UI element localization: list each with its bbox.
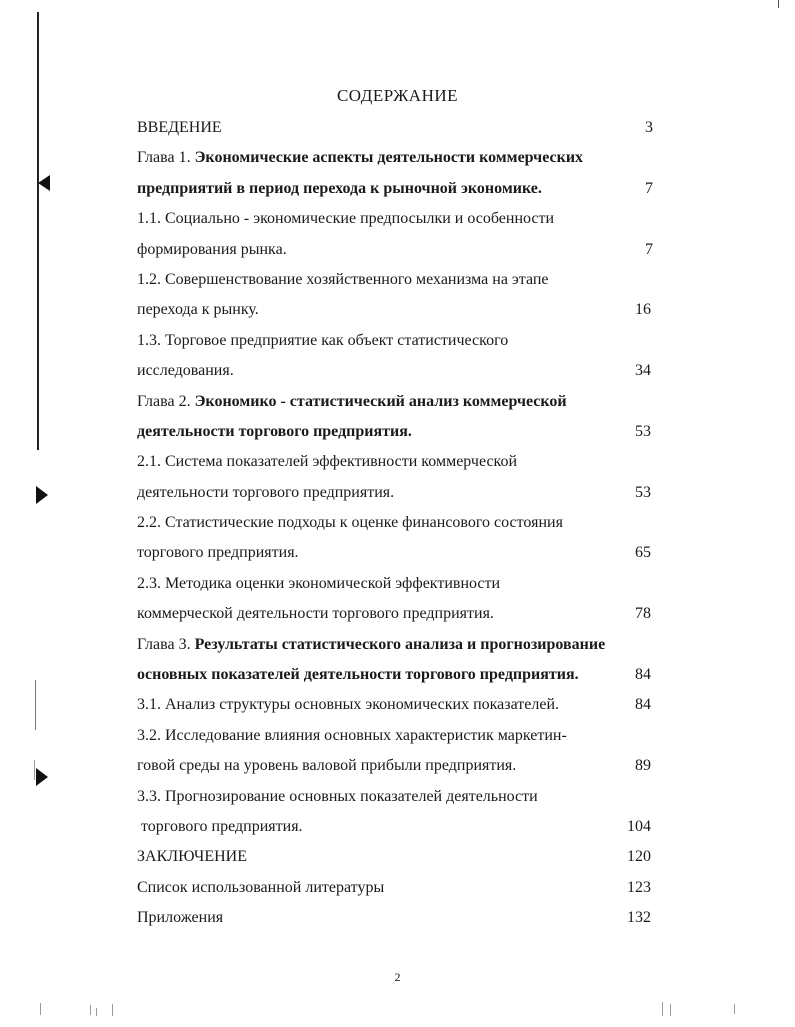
toc-entry-text xyxy=(137,235,287,265)
toc-page-number: 78 xyxy=(635,605,651,623)
punch-hole-mark xyxy=(38,175,50,191)
toc-page-number: 7 xyxy=(645,179,653,197)
toc-entry xyxy=(137,782,657,812)
toc-entry xyxy=(137,143,657,173)
toc-entry xyxy=(137,417,657,447)
toc-entry xyxy=(137,478,657,508)
toc-entry-text xyxy=(137,538,299,568)
toc-entry-text xyxy=(137,569,500,599)
toc-entry-label: формирования рынка. xyxy=(137,240,287,258)
toc-entry xyxy=(137,751,657,781)
toc-entry-text xyxy=(137,842,247,872)
toc-entry-text xyxy=(137,721,567,751)
toc-entry-label: Глава 2. xyxy=(137,392,195,410)
scan-noise xyxy=(734,1004,735,1014)
toc-page-number: 65 xyxy=(635,544,651,562)
punch-hole-mark xyxy=(36,486,48,504)
scan-noise xyxy=(40,1003,41,1015)
toc-entry-label: 1.2. Совершенствование хозяйственного механизма на этапе xyxy=(137,270,549,288)
toc-entry xyxy=(137,630,657,660)
toc-page-number: 7 xyxy=(645,240,653,258)
toc-entry xyxy=(137,235,657,265)
toc-entry-text xyxy=(137,660,579,690)
toc-entry-text xyxy=(137,751,516,781)
toc-entry-heading: Результаты статистического анализа и прогнозирование xyxy=(194,635,606,653)
toc-entry-text xyxy=(137,508,563,538)
toc-entry-text xyxy=(137,113,222,143)
toc-entry-label: Глава 1. xyxy=(137,149,195,167)
toc-entry-text xyxy=(137,265,549,295)
toc-entry-text xyxy=(137,478,394,508)
toc-entry xyxy=(137,174,657,204)
toc-page-number: 89 xyxy=(635,757,651,775)
toc-entry-label: торгового предприятия. xyxy=(137,544,299,562)
toc-entry xyxy=(137,356,657,386)
toc-entry xyxy=(137,599,657,629)
toc-entry-heading: Экономико - статистический анализ коммерческой xyxy=(194,392,567,410)
toc-entry-text xyxy=(137,599,494,629)
toc-entry-label: 2.1. Система показателей эффективности коммерческой xyxy=(137,453,518,471)
toc-entry xyxy=(137,204,657,234)
toc-entry-text xyxy=(137,630,605,660)
toc-entry-text xyxy=(137,387,567,417)
toc-entry-text xyxy=(137,417,412,447)
toc-entry-label: 1.1. Социально - экономические предпосылки и особенности xyxy=(137,210,555,228)
toc-entry-label: коммерческой деятельности торгового предприятия. xyxy=(137,605,494,623)
toc-page-number: 84 xyxy=(635,666,651,684)
scan-margin-line xyxy=(35,680,36,730)
toc-entry xyxy=(137,295,657,325)
scan-noise xyxy=(670,1004,671,1016)
toc-entry-label: торгового предприятия. xyxy=(137,817,303,835)
toc-page-number: 120 xyxy=(627,848,651,866)
scan-corner-mark xyxy=(778,0,779,8)
toc-entry xyxy=(137,508,657,538)
page-title: СОДЕРЖАНИЕ xyxy=(336,86,459,105)
scan-noise xyxy=(112,1004,113,1016)
toc-entry-text xyxy=(137,690,559,720)
toc-entry-label: ВВЕДЕНИЕ xyxy=(137,119,222,136)
toc-page-number: 132 xyxy=(627,909,651,927)
toc-entry xyxy=(137,842,657,872)
table-of-contents xyxy=(137,113,657,934)
toc-page-number: 16 xyxy=(635,301,651,319)
toc-entry-label: Глава 3. xyxy=(137,635,195,653)
toc-entry xyxy=(137,903,657,933)
toc-entry xyxy=(137,873,657,903)
toc-entry-text xyxy=(137,204,554,234)
toc-entry-label: говой среды на уровень валовой прибыли предприятия. xyxy=(137,757,517,775)
toc-entry-text xyxy=(137,143,583,173)
toc-entry-text xyxy=(137,295,259,325)
toc-entry-text xyxy=(137,447,517,477)
toc-entry-heading: деятельности торгового предприятия. xyxy=(137,422,412,440)
toc-page-number: 34 xyxy=(635,362,651,380)
toc-entry-text xyxy=(137,782,538,812)
toc-entry xyxy=(137,721,657,751)
toc-entry xyxy=(137,113,657,143)
toc-entry-label: деятельности торгового предприятия. xyxy=(137,483,395,501)
toc-entry xyxy=(137,569,657,599)
toc-page-number: 3 xyxy=(645,119,653,136)
toc-entry-label: Приложения xyxy=(137,909,224,927)
toc-entry-label: Список использованной литературы xyxy=(137,878,385,896)
toc-entry-text xyxy=(137,326,508,356)
scan-margin-line xyxy=(34,760,35,780)
toc-entry xyxy=(137,447,657,477)
toc-entry xyxy=(137,265,657,295)
toc-entry-text xyxy=(137,812,303,842)
toc-entry xyxy=(137,326,657,356)
scan-noise xyxy=(90,1005,91,1015)
toc-page-number: 123 xyxy=(627,878,651,896)
toc-entry-label: 3.3. Прогнозирование основных показателей деятельности xyxy=(137,787,538,805)
toc-page-number: 53 xyxy=(635,483,651,501)
toc-entry-heading: Экономические аспекты деятельности коммерческих xyxy=(194,149,584,167)
page-number: 2 xyxy=(394,970,401,984)
toc-entry xyxy=(137,660,657,690)
toc-entry-label: 2.3. Методика оценки экономической эффективности xyxy=(137,574,501,592)
toc-entry-label: 3.1. Анализ структуры основных экономических показателей. xyxy=(137,696,560,714)
toc-entry-text xyxy=(137,174,542,204)
punch-hole-mark xyxy=(36,768,48,786)
toc-entry-text xyxy=(137,356,234,386)
scan-noise xyxy=(662,1002,663,1016)
toc-entry-label: исследования. xyxy=(137,362,234,380)
toc-page-number: 53 xyxy=(635,422,651,440)
toc-entry-text xyxy=(137,903,223,933)
toc-entry xyxy=(137,538,657,568)
toc-entry-text xyxy=(137,873,384,903)
toc-page-number: 84 xyxy=(635,696,651,714)
toc-entry xyxy=(137,387,657,417)
toc-entry-label: 3.2. Исследование влияния основных характеристик маркетин- xyxy=(137,726,567,744)
scan-margin-line xyxy=(37,12,39,450)
toc-entry xyxy=(137,690,657,720)
toc-entry-label: перехода к рынку. xyxy=(137,301,259,319)
toc-entry-heading: предприятий в период перехода к рыночной экономике. xyxy=(137,179,542,197)
toc-entry-heading: основных показателей деятельности торгового предприятия. xyxy=(137,666,579,684)
toc-entry xyxy=(137,812,657,842)
toc-entry-label: 1.3. Торговое предприятие как объект статистического xyxy=(137,331,509,349)
toc-entry-label: 2.2. Статистические подходы к оценке финансового состояния xyxy=(137,514,563,532)
toc-entry-label: ЗАКЛЮЧЕНИЕ xyxy=(137,848,247,866)
scan-noise xyxy=(96,1008,97,1016)
toc-page-number: 104 xyxy=(627,817,651,835)
